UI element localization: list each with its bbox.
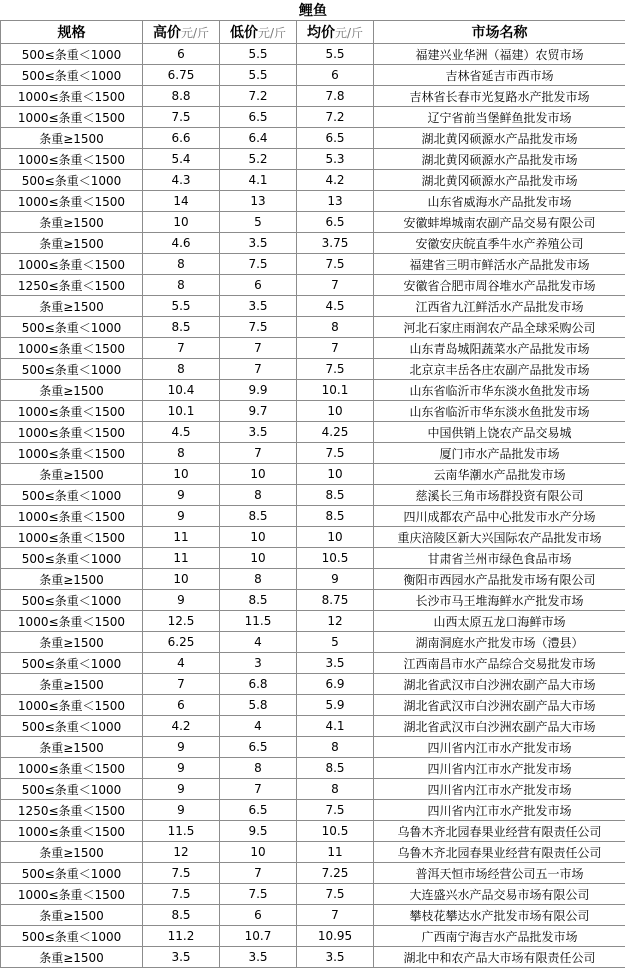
high-price-cell: 9 — [143, 800, 220, 821]
low-price-cell: 9.9 — [220, 380, 297, 401]
low-price-cell: 7.5 — [220, 254, 297, 275]
spec-cell: 1000≤条重＜1500 — [1, 422, 143, 443]
avg-price-cell: 7.8 — [297, 86, 374, 107]
low-price-cell: 8 — [220, 758, 297, 779]
table-row — [1, 401, 625, 422]
spec-cell: 1000≤条重＜1500 — [1, 191, 143, 212]
spec-cell: 条重≥1500 — [1, 212, 143, 233]
low-price-cell: 10 — [220, 548, 297, 569]
avg-price-cell: 6.9 — [297, 674, 374, 695]
high-price-cell: 11 — [143, 548, 220, 569]
low-price-cell: 7 — [220, 779, 297, 800]
header-market: 市场名称 — [374, 21, 625, 44]
table-row — [1, 653, 625, 674]
avg-price-cell: 5 — [297, 632, 374, 653]
table-row — [1, 149, 625, 170]
spec-cell: 1000≤条重＜1500 — [1, 527, 143, 548]
header-high-unit: 元/斤 — [180, 26, 210, 40]
low-price-cell: 5.2 — [220, 149, 297, 170]
low-price-cell: 4.1 — [220, 170, 297, 191]
avg-price-cell: 4.25 — [297, 422, 374, 443]
table-row — [1, 884, 625, 905]
avg-price-cell: 7 — [297, 905, 374, 926]
high-price-cell: 4.6 — [143, 233, 220, 254]
table-row — [1, 170, 625, 191]
avg-price-cell: 10.1 — [297, 380, 374, 401]
spec-cell: 条重≥1500 — [1, 464, 143, 485]
low-price-cell: 5.8 — [220, 695, 297, 716]
market-name-cell: 四川成都农产品中心批发市水产分场 — [374, 506, 625, 527]
table-row — [1, 44, 625, 65]
market-name-cell: 慈溪长三角市场群投资有限公司 — [374, 485, 625, 506]
market-name-cell: 四川省内江市水产批发市场 — [374, 800, 625, 821]
market-name-cell: 湖北省武汉市白沙洲农副产品大市场 — [374, 674, 625, 695]
market-name-cell: 普洱天恒市场经营公司五一市场 — [374, 863, 625, 884]
high-price-cell: 9 — [143, 779, 220, 800]
avg-price-cell: 8.5 — [297, 506, 374, 527]
low-price-cell: 7 — [220, 359, 297, 380]
avg-price-cell: 8.5 — [297, 485, 374, 506]
spec-cell: 1000≤条重＜1500 — [1, 506, 143, 527]
table-row — [1, 233, 625, 254]
high-price-cell: 8.8 — [143, 86, 220, 107]
table-row — [1, 716, 625, 737]
market-name-cell: 山东青岛城阳蔬菜水产品批发市场 — [374, 338, 625, 359]
table-row — [1, 527, 625, 548]
table-row — [1, 338, 625, 359]
table-title: 鲤鱼 — [1, 0, 625, 21]
header-avg-label: 均价 — [306, 25, 335, 41]
low-price-cell: 3.5 — [220, 422, 297, 443]
table-row — [1, 380, 625, 401]
high-price-cell: 10.4 — [143, 380, 220, 401]
header-avg — [297, 21, 374, 44]
spec-cell: 1000≤条重＜1500 — [1, 695, 143, 716]
high-price-cell: 11.5 — [143, 821, 220, 842]
avg-price-cell: 3.75 — [297, 233, 374, 254]
avg-price-cell: 5.9 — [297, 695, 374, 716]
avg-price-cell: 8 — [297, 779, 374, 800]
market-name-cell: 四川省内江市水产批发市场 — [374, 779, 625, 800]
high-price-cell: 10.1 — [143, 401, 220, 422]
market-name-cell: 北京京丰岳各庄农副产品批发市场 — [374, 359, 625, 380]
low-price-cell: 4 — [220, 632, 297, 653]
low-price-cell: 6.5 — [220, 737, 297, 758]
table-row — [1, 422, 625, 443]
market-name-cell: 厦门市水产品批发市场 — [374, 443, 625, 464]
high-price-cell: 12.5 — [143, 611, 220, 632]
high-price-cell: 10 — [143, 569, 220, 590]
avg-price-cell: 10 — [297, 401, 374, 422]
high-price-cell: 4.3 — [143, 170, 220, 191]
low-price-cell: 7 — [220, 863, 297, 884]
low-price-cell: 8 — [220, 569, 297, 590]
avg-price-cell: 8.75 — [297, 590, 374, 611]
spec-cell: 1000≤条重＜1500 — [1, 758, 143, 779]
high-price-cell: 8 — [143, 359, 220, 380]
avg-price-cell: 12 — [297, 611, 374, 632]
high-price-cell: 9 — [143, 506, 220, 527]
table-row — [1, 947, 625, 968]
high-price-cell: 7 — [143, 338, 220, 359]
header-avg-unit: 元/斤 — [334, 26, 364, 40]
market-name-cell: 安徽蚌埠城南农副产品交易有限公司 — [374, 212, 625, 233]
market-name-cell: 安徽省合肥市周谷堆水产品批发市场 — [374, 275, 625, 296]
high-price-cell: 5.5 — [143, 296, 220, 317]
table-row — [1, 611, 625, 632]
high-price-cell: 4 — [143, 653, 220, 674]
spec-cell: 1000≤条重＜1500 — [1, 254, 143, 275]
spec-cell: 1000≤条重＜1500 — [1, 611, 143, 632]
avg-price-cell: 4.1 — [297, 716, 374, 737]
spec-cell: 500≤条重＜1000 — [1, 779, 143, 800]
header-low-label: 低价 — [229, 25, 258, 41]
table-row — [1, 317, 625, 338]
high-price-cell: 14 — [143, 191, 220, 212]
spec-cell: 条重≥1500 — [1, 674, 143, 695]
table-row — [1, 128, 625, 149]
avg-price-cell: 6 — [297, 65, 374, 86]
spec-cell: 1250≤条重＜1500 — [1, 800, 143, 821]
market-name-cell: 重庆涪陵区新大兴国际农产品批发市场 — [374, 527, 625, 548]
avg-price-cell: 5.5 — [297, 44, 374, 65]
low-price-cell: 9.7 — [220, 401, 297, 422]
table-row — [1, 863, 625, 884]
high-price-cell: 9 — [143, 758, 220, 779]
table-row — [1, 737, 625, 758]
low-price-cell: 3.5 — [220, 947, 297, 968]
avg-price-cell: 13 — [297, 191, 374, 212]
spec-cell: 1000≤条重＜1500 — [1, 338, 143, 359]
market-name-cell: 长沙市马王堆海鲜水产批发市场 — [374, 590, 625, 611]
spec-cell: 500≤条重＜1000 — [1, 44, 143, 65]
spec-cell: 500≤条重＜1000 — [1, 653, 143, 674]
high-price-cell: 7.5 — [143, 107, 220, 128]
avg-price-cell: 7.2 — [297, 107, 374, 128]
low-price-cell: 6.5 — [220, 800, 297, 821]
table-row — [1, 86, 625, 107]
spec-cell: 1000≤条重＜1500 — [1, 821, 143, 842]
spec-cell: 1000≤条重＜1500 — [1, 86, 143, 107]
spec-cell: 条重≥1500 — [1, 569, 143, 590]
market-name-cell: 安徽安庆皖直季牛水产养殖公司 — [374, 233, 625, 254]
avg-price-cell: 3.5 — [297, 947, 374, 968]
spec-cell: 500≤条重＜1000 — [1, 317, 143, 338]
high-price-cell: 7 — [143, 674, 220, 695]
table-row — [1, 758, 625, 779]
avg-price-cell: 8.5 — [297, 758, 374, 779]
spec-cell: 条重≥1500 — [1, 737, 143, 758]
market-name-cell: 山东省临沂市华东淡水鱼批发市场 — [374, 401, 625, 422]
low-price-cell: 7 — [220, 338, 297, 359]
table-row — [1, 695, 625, 716]
spec-cell: 1000≤条重＜1500 — [1, 149, 143, 170]
title-row — [1, 0, 625, 21]
market-name-cell: 大连盛兴水产品交易市场有限公司 — [374, 884, 625, 905]
table-row — [1, 65, 625, 86]
market-name-cell: 福建兴业华洲（福建）农贸市场 — [374, 44, 625, 65]
avg-price-cell: 5.3 — [297, 149, 374, 170]
spec-cell: 500≤条重＜1000 — [1, 926, 143, 947]
avg-price-cell: 7 — [297, 275, 374, 296]
avg-price-cell: 10.95 — [297, 926, 374, 947]
avg-price-cell: 4.2 — [297, 170, 374, 191]
table-row — [1, 296, 625, 317]
avg-price-cell: 3.5 — [297, 653, 374, 674]
spec-cell: 条重≥1500 — [1, 632, 143, 653]
avg-price-cell: 10 — [297, 527, 374, 548]
market-name-cell: 四川省内江市水产批发市场 — [374, 737, 625, 758]
high-price-cell: 7.5 — [143, 863, 220, 884]
high-price-cell: 6 — [143, 44, 220, 65]
spec-cell: 500≤条重＜1000 — [1, 548, 143, 569]
market-name-cell: 衡阳市西园水产品批发市场有限公司 — [374, 569, 625, 590]
market-name-cell: 湖北黄冈硕源水产品批发市场 — [374, 128, 625, 149]
market-name-cell: 云南华潮水产品批发市场 — [374, 464, 625, 485]
table-body — [1, 44, 625, 968]
market-name-cell: 福建省三明市鲜活水产品批发市场 — [374, 254, 625, 275]
table-row — [1, 926, 625, 947]
spec-cell: 1250≤条重＜1500 — [1, 275, 143, 296]
avg-price-cell: 10.5 — [297, 821, 374, 842]
market-name-cell: 山东省临沂市华东淡水鱼批发市场 — [374, 380, 625, 401]
spec-cell: 500≤条重＜1000 — [1, 590, 143, 611]
spec-cell: 1000≤条重＜1500 — [1, 443, 143, 464]
low-price-cell: 7.2 — [220, 86, 297, 107]
spec-cell: 条重≥1500 — [1, 947, 143, 968]
market-name-cell: 江西省九江鲜活水产品批发市场 — [374, 296, 625, 317]
table-row — [1, 632, 625, 653]
spec-cell: 1000≤条重＜1500 — [1, 107, 143, 128]
table-row — [1, 506, 625, 527]
avg-price-cell: 7 — [297, 338, 374, 359]
high-price-cell: 6 — [143, 695, 220, 716]
high-price-cell: 11.2 — [143, 926, 220, 947]
header-low — [220, 21, 297, 44]
avg-price-cell: 7.5 — [297, 443, 374, 464]
market-name-cell: 攀枝花攀达水产批发市场有限公司 — [374, 905, 625, 926]
market-name-cell: 河北石家庄雨润农产品全球采购公司 — [374, 317, 625, 338]
table-row — [1, 569, 625, 590]
spec-cell: 条重≥1500 — [1, 905, 143, 926]
low-price-cell: 7 — [220, 443, 297, 464]
market-name-cell: 中国供销上饶农产品交易城 — [374, 422, 625, 443]
avg-price-cell: 7.25 — [297, 863, 374, 884]
table-row — [1, 191, 625, 212]
table-row — [1, 821, 625, 842]
avg-price-cell: 11 — [297, 842, 374, 863]
header-high-label: 高价 — [152, 25, 181, 41]
avg-price-cell: 7.5 — [297, 884, 374, 905]
low-price-cell: 10 — [220, 842, 297, 863]
avg-price-cell: 7.5 — [297, 800, 374, 821]
low-price-cell: 4 — [220, 716, 297, 737]
low-price-cell: 11.5 — [220, 611, 297, 632]
market-name-cell: 山西太原五龙口海鲜市场 — [374, 611, 625, 632]
low-price-cell: 6.5 — [220, 107, 297, 128]
low-price-cell: 6 — [220, 905, 297, 926]
low-price-cell: 10.7 — [220, 926, 297, 947]
table-row — [1, 779, 625, 800]
table-row — [1, 485, 625, 506]
high-price-cell: 9 — [143, 590, 220, 611]
table-row — [1, 905, 625, 926]
low-price-cell: 3 — [220, 653, 297, 674]
high-price-cell: 8 — [143, 275, 220, 296]
low-price-cell: 6.8 — [220, 674, 297, 695]
high-price-cell: 5.4 — [143, 149, 220, 170]
high-price-cell: 9 — [143, 485, 220, 506]
avg-price-cell: 9 — [297, 569, 374, 590]
high-price-cell: 9 — [143, 737, 220, 758]
table-row — [1, 275, 625, 296]
header-spec: 规格 — [1, 21, 143, 44]
spec-cell: 500≤条重＜1000 — [1, 359, 143, 380]
low-price-cell: 5 — [220, 212, 297, 233]
table-row — [1, 359, 625, 380]
table-row — [1, 254, 625, 275]
spec-cell: 条重≥1500 — [1, 296, 143, 317]
table-row — [1, 107, 625, 128]
market-name-cell: 湖北中和农产品大市场有限责任公司 — [374, 947, 625, 968]
high-price-cell: 6.6 — [143, 128, 220, 149]
high-price-cell: 8.5 — [143, 905, 220, 926]
avg-price-cell: 6.5 — [297, 128, 374, 149]
low-price-cell: 10 — [220, 464, 297, 485]
low-price-cell: 8.5 — [220, 506, 297, 527]
header-low-unit: 元/斤 — [257, 26, 287, 40]
low-price-cell: 8 — [220, 485, 297, 506]
high-price-cell: 6.25 — [143, 632, 220, 653]
header-high — [143, 21, 220, 44]
spec-cell: 500≤条重＜1000 — [1, 170, 143, 191]
market-name-cell: 湖南洞庭水产批发市场（澧县） — [374, 632, 625, 653]
avg-price-cell: 6.5 — [297, 212, 374, 233]
spec-cell: 1000≤条重＜1500 — [1, 884, 143, 905]
market-name-cell: 湖北黄冈硕源水产品批发市场 — [374, 149, 625, 170]
market-name-cell: 吉林省长春市光复路水产批发市场 — [374, 86, 625, 107]
market-name-cell: 乌鲁木齐北园春果业经营有限责任公司 — [374, 842, 625, 863]
header-row — [1, 21, 625, 44]
low-price-cell: 9.5 — [220, 821, 297, 842]
table-row — [1, 842, 625, 863]
spec-cell: 条重≥1500 — [1, 380, 143, 401]
low-price-cell: 7.5 — [220, 884, 297, 905]
market-name-cell: 吉林省延吉市西市场 — [374, 65, 625, 86]
high-price-cell: 8 — [143, 254, 220, 275]
high-price-cell: 8.5 — [143, 317, 220, 338]
market-name-cell: 甘肃省兰州市绿色食品市场 — [374, 548, 625, 569]
low-price-cell: 8.5 — [220, 590, 297, 611]
low-price-cell: 10 — [220, 527, 297, 548]
table-row — [1, 800, 625, 821]
low-price-cell: 13 — [220, 191, 297, 212]
spec-cell: 1000≤条重＜1500 — [1, 401, 143, 422]
market-name-cell: 山东省威海水产品批发市场 — [374, 191, 625, 212]
table-row — [1, 212, 625, 233]
market-name-cell: 江西南昌市水产品综合交易批发市场 — [374, 653, 625, 674]
avg-price-cell: 8 — [297, 317, 374, 338]
table-row — [1, 674, 625, 695]
table-row — [1, 443, 625, 464]
low-price-cell: 5.5 — [220, 65, 297, 86]
spec-cell: 条重≥1500 — [1, 233, 143, 254]
table-row — [1, 590, 625, 611]
spec-cell: 500≤条重＜1000 — [1, 485, 143, 506]
spec-cell: 500≤条重＜1000 — [1, 65, 143, 86]
table-row — [1, 548, 625, 569]
spec-cell: 500≤条重＜1000 — [1, 863, 143, 884]
spec-cell: 条重≥1500 — [1, 842, 143, 863]
high-price-cell: 7.5 — [143, 884, 220, 905]
market-name-cell: 乌鲁木齐北园春果业经营有限责任公司 — [374, 821, 625, 842]
table-row — [1, 464, 625, 485]
market-name-cell: 辽宁省前当堡鲜鱼批发市场 — [374, 107, 625, 128]
market-name-cell: 广西南宁海吉水产品批发市场 — [374, 926, 625, 947]
avg-price-cell: 8 — [297, 737, 374, 758]
low-price-cell: 3.5 — [220, 233, 297, 254]
avg-price-cell: 7.5 — [297, 254, 374, 275]
high-price-cell: 10 — [143, 464, 220, 485]
low-price-cell: 7.5 — [220, 317, 297, 338]
market-name-cell: 湖北省武汉市白沙洲农副产品大市场 — [374, 695, 625, 716]
high-price-cell: 6.75 — [143, 65, 220, 86]
market-name-cell: 湖北黄冈硕源水产品批发市场 — [374, 170, 625, 191]
low-price-cell: 3.5 — [220, 296, 297, 317]
spec-cell: 条重≥1500 — [1, 128, 143, 149]
avg-price-cell: 10.5 — [297, 548, 374, 569]
avg-price-cell: 7.5 — [297, 359, 374, 380]
high-price-cell: 10 — [143, 212, 220, 233]
spec-cell: 500≤条重＜1000 — [1, 716, 143, 737]
high-price-cell: 4.2 — [143, 716, 220, 737]
avg-price-cell: 10 — [297, 464, 374, 485]
high-price-cell: 11 — [143, 527, 220, 548]
high-price-cell: 12 — [143, 842, 220, 863]
avg-price-cell: 4.5 — [297, 296, 374, 317]
low-price-cell: 5.5 — [220, 44, 297, 65]
high-price-cell: 4.5 — [143, 422, 220, 443]
low-price-cell: 6.4 — [220, 128, 297, 149]
market-name-cell: 湖北省武汉市白沙洲农副产品大市场 — [374, 716, 625, 737]
market-name-cell: 四川省内江市水产批发市场 — [374, 758, 625, 779]
low-price-cell: 6 — [220, 275, 297, 296]
high-price-cell: 3.5 — [143, 947, 220, 968]
high-price-cell: 8 — [143, 443, 220, 464]
